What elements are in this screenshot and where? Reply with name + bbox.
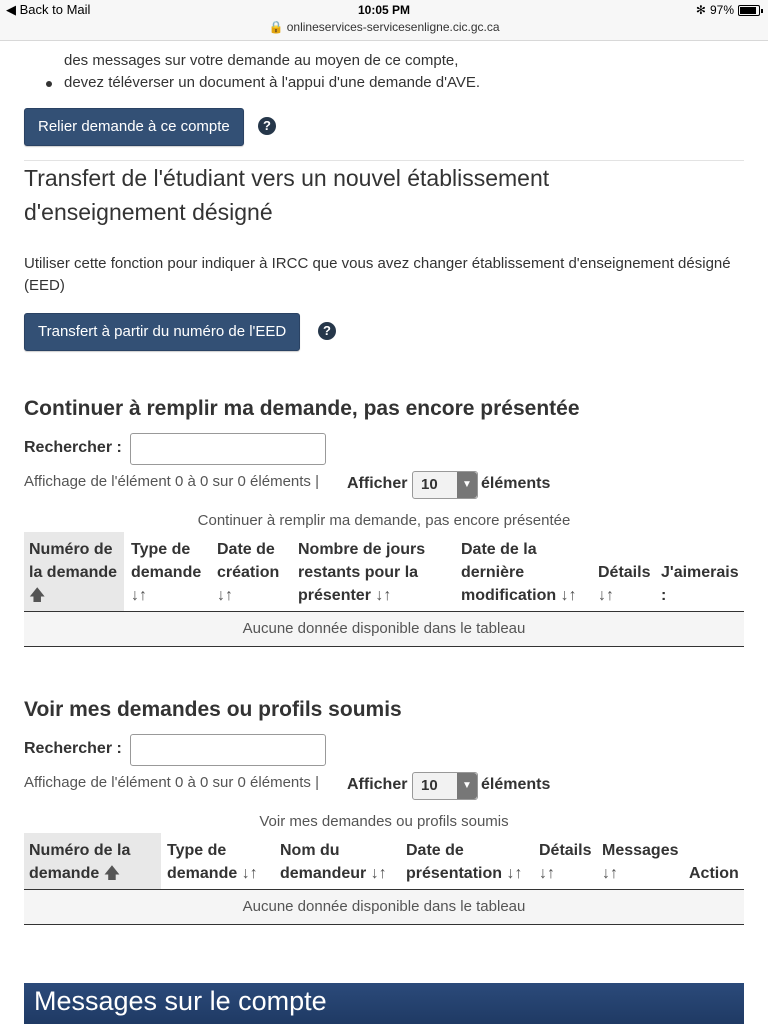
transfer-description: Utiliser cette fonction pour indiquer à IRCC que vous avez changer établissement d'enseignement désigné (EED) [24,255,731,294]
column-header-details[interactable]: Détails ↓↑ [598,564,651,604]
sort-icon: ↓↑ [370,865,387,882]
column-header-created[interactable]: Date de création ↓↑ [217,541,280,604]
intro-line: des messages sur votre demande au moyen de ce compte, [64,52,459,69]
table-rule [24,646,744,647]
column-header-number[interactable]: Numéro de la demande 🡅 [24,833,161,889]
search-input[interactable] [130,433,326,465]
search-input[interactable] [130,734,326,766]
table-info: Affichage de l'élément 0 à 0 sur 0 éléments | [24,774,319,791]
link-application-button[interactable]: Relier demande à ce compte [24,108,244,146]
sort-icon: ↓↑ [598,587,614,604]
search-label: Rechercher : [24,740,122,757]
account-messages-banner: Messages sur le compte [24,983,744,1024]
column-header-action: Action [689,865,739,882]
column-header-number[interactable]: Numéro de la demande 🡅 [24,532,124,611]
column-header-details[interactable]: Détails ↓↑ [539,842,592,882]
elements-label: éléments [481,475,551,492]
table-empty-row: Aucune donnée disponible dans le tableau [24,612,744,646]
ios-status-bar [0,0,768,41]
page-size-select[interactable]: 10 ▼ [412,772,478,800]
column-header-applicant[interactable]: Nom du demandeur ↓↑ [280,842,387,882]
sort-ascending-icon: 🡅 [103,865,121,882]
sort-ascending-icon: 🡅 [29,587,46,604]
table-empty-row: Aucune donnée disponible dans le tableau [24,890,744,924]
sort-icon: ↓↑ [131,587,147,604]
column-header-modified[interactable]: Date de la dernière modification ↓↑ [461,541,577,604]
help-icon[interactable]: ? [258,117,276,135]
sort-icon: ↓↑ [602,865,618,882]
table-caption: Voir mes demandes ou profils soumis [259,813,509,830]
chevron-down-icon: ▼ [457,773,477,799]
table-info: Affichage de l'élément 0 à 0 sur 0 éléments | [24,473,319,490]
column-header-submitted[interactable]: Date de présentation ↓↑ [406,842,523,882]
chevron-down-icon: ▼ [457,472,477,498]
column-header-days-left[interactable]: Nombre de jours restants pour la présenter ↓↑ [298,541,426,604]
transfer-dli-button[interactable]: Transfert à partir du numéro de l'EED [24,313,300,351]
column-header-messages[interactable]: Messages ↓↑ [602,842,679,882]
sort-icon: ↓↑ [217,587,233,604]
back-to-mail-link[interactable]: ◀ Back to Mail [6,2,91,17]
section-title-submitted: Voir mes demandes ou profils soumis [24,698,402,721]
clock: 10:05 PM [357,3,411,17]
table-caption: Continuer à remplir ma demande, pas encore présentée [197,512,571,529]
bluetooth-icon: ✻ [695,3,706,17]
table-rule [24,924,744,925]
help-icon[interactable]: ? [318,322,336,340]
sort-icon: ↓↑ [375,587,392,604]
section-title-in-progress: Continuer à remplir ma demande, pas encore présentée [24,397,580,420]
sort-icon: ↓↑ [241,865,258,882]
sort-icon: ↓↑ [539,865,555,882]
column-header-type[interactable]: Type de demande ↓↑ [167,842,258,882]
battery-icon [738,5,760,16]
search-label: Rechercher : [24,439,122,456]
transfer-title: Transfert de l'étudiant vers un nouvel établissement d'enseignement désigné [24,165,550,225]
show-label: Afficher [347,475,408,492]
bullet-icon [46,81,52,87]
column-header-actions: J'aimerais : [661,564,739,604]
show-label: Afficher [347,776,408,793]
intro-bullet: devez téléverser un document à l'appui d'une demande d'AVE. [64,74,481,91]
status-icons [696,3,760,17]
column-header-type[interactable]: Type de demande ↓↑ [131,541,202,604]
battery-percent: 97% [709,3,734,17]
url-bar[interactable]: 🔒 onlineservices-servicesenligne.cic.gc.ca [268,20,500,34]
page-size-select[interactable]: 10 ▼ [412,471,478,499]
elements-label: éléments [481,776,551,793]
sort-icon: ↓↑ [560,587,577,604]
sort-icon: ↓↑ [506,865,523,882]
